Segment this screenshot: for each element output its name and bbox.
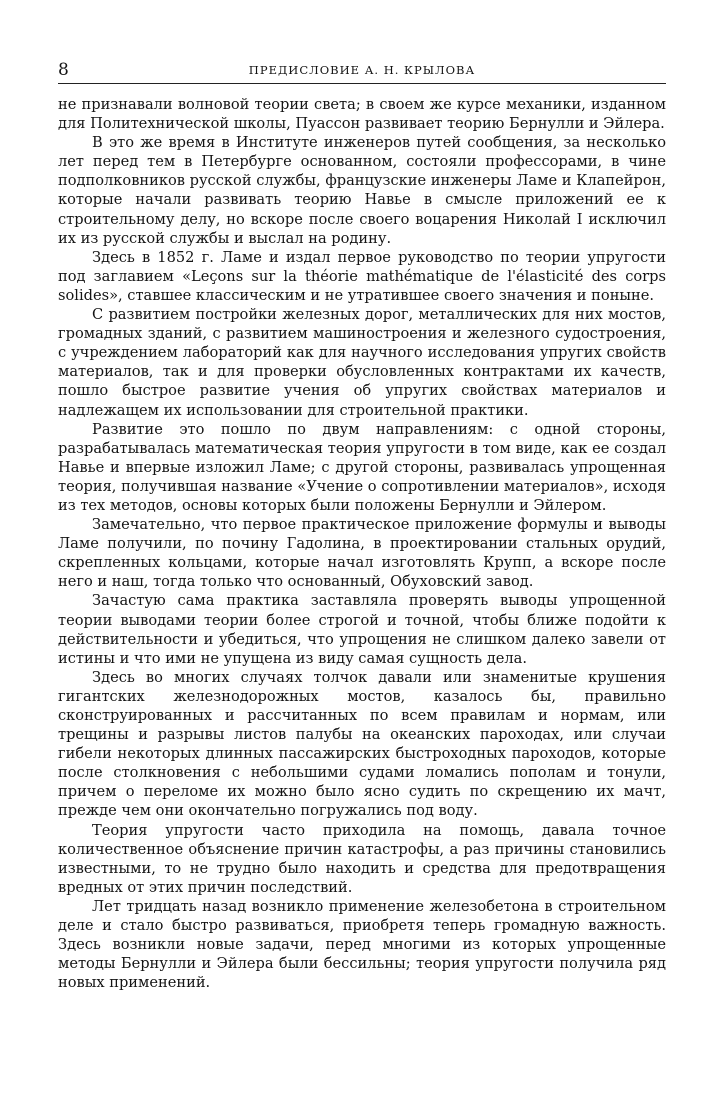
paragraph: Здесь в 1852 г. Ламе и издал первое руководство по теории упругости под заглавием «Leçons sur la théorie mathématique de l'élasticité des corps solides», ставшее классическим и не утратившее своего значения и поныне. <box>58 248 666 304</box>
paragraph: Развитие это пошло по двум направлениям: с одной стороны, разрабатывалась математическая теория упругости в том виде, как ее создал Навье и впервые изложил Ламе; с другой стороны, развивалась упрощенная теория, получившая название «Учение о сопротивлении материалов», исходя из тех методов, основы которых были положены Бернулли и Эйлером. <box>58 420 666 514</box>
page-number: 8 <box>58 60 69 80</box>
paragraph: Теория упругости часто приходила на помощь, давала точное количественное объяснение причин катастрофы, а раз причины становились известными, то не трудно было находить и средства для предотвращения вредных от этих причин последствий. <box>58 821 666 896</box>
paragraph: Здесь во многих случаях толчок давали или знаменитые крушения гигантских железнодорожных мостов, казалось бы, правильно сконструированных и рассчитанных по всем правилам и нормам, или трещины и разрывы листов палубы на океанских пароходах, или случаи гибели некоторых длинных пассажирских быстроходных пароходов, которые после столкновения с небольшими судами ломались пополам и тонули, причем о переломе их можно было ясно судить по скрещению их мачт, прежде чем они окончательно погружались под воду. <box>58 668 666 820</box>
running-head: ПРЕДИСЛОВИЕ А. Н. КРЫЛОВА <box>248 63 476 77</box>
paragraph: Зачастую сама практика заставляла проверять выводы упрощенной теории выводами теории более строгой и точной, чтобы ближе подойти к действительности и убедиться, что упрощения не слишком далеко завели от истины и что ими не упущена из виду самая сущность дела. <box>58 592 666 667</box>
paragraph: С развитием постройки железных дорог, металлических для них мостов, громадных зданий, с развитием машиностроения и железного судостроения, с учреждением лабораторий как для научного исследования упругих свойств материалов, так и для проверки обусловленных контрактами их качеств, пошло быстрое развитие учения об упругих свойствах материалов и надлежащем их использовании для строительной практики. <box>58 306 666 419</box>
paragraph: Замечательно, что первое практическое приложение формулы и выводы Ламе получили, по почину Гадолина, в проектировании стальных орудий, скрепленных кольцами, которые начал изготовлять Крупп, а вскоре после него и наш, тогда только что основанный, Обуховский завод. <box>58 516 666 591</box>
body-text <box>58 95 666 992</box>
header-rule <box>58 83 666 84</box>
paragraph: В это же время в Институте инженеров путей сообщения, за несколько лет перед тем в Петербурге основанном, состояли профессорами, в чине подполковников русской службы, французские инженеры Ламе и Клапейрон, которые начали развивать теорию Навье в смысле приложений ее к строительному делу, но вскоре после своего воцарения Николай I исключил их из русской службы и выслал на родину. <box>58 134 666 247</box>
paragraph: не признавали волновой теории света; в своем же курсе механики, изданном для Политехнической школы, Пуассон развивает теорию Бернулли и Эйлера. <box>58 96 666 133</box>
paragraph: Лет тридцать назад возникло применение железобетона в строительном деле и стало быстро развиваться, приобретя теперь громадную важность. Здесь возникли новые задачи, перед многими из которых упрощенные методы Бернулли и Эйлера были бессильны; теория упругости получила ряд новых применений. <box>58 897 666 992</box>
page-header <box>58 60 666 84</box>
